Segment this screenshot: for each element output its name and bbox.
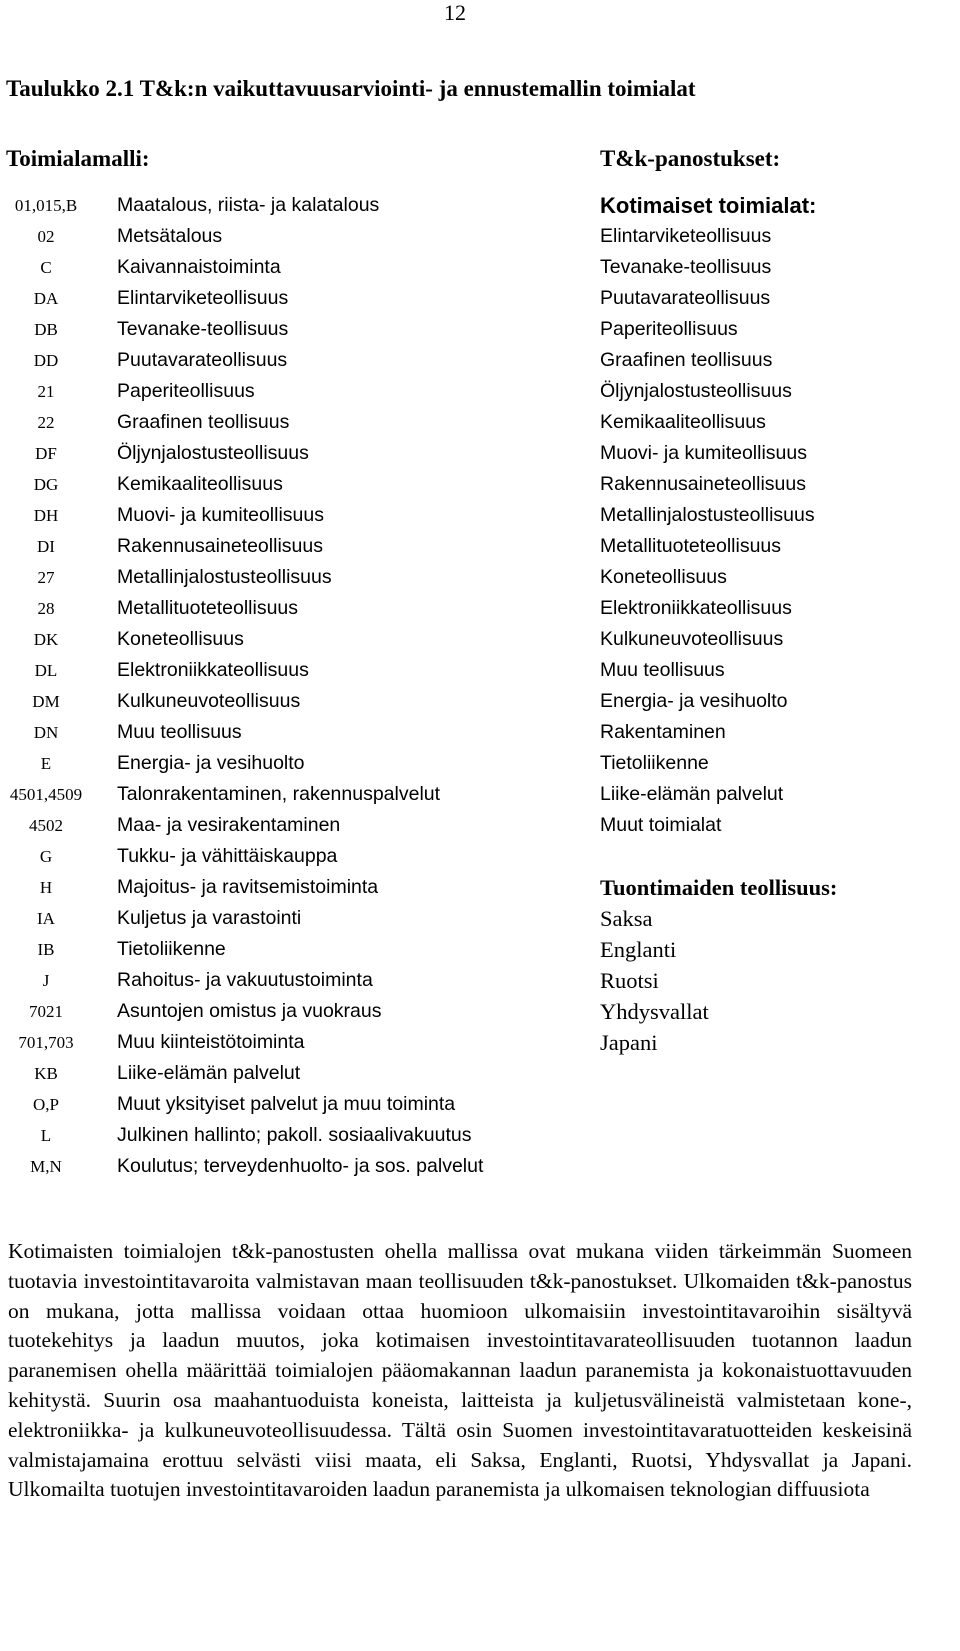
table-row <box>0 903 960 934</box>
industry-code: 22 <box>37 413 55 432</box>
table-row <box>0 810 960 841</box>
industry-name: Energia- ja vesihuolto <box>117 752 305 774</box>
industry-name: Elektroniikkateollisuus <box>117 659 309 681</box>
industry-code: DA <box>33 289 59 308</box>
industry-name: Puutavarateollisuus <box>117 349 288 371</box>
table-row <box>0 1058 960 1089</box>
industry-code: M,N <box>30 1157 62 1176</box>
industry-code: DD <box>33 351 59 370</box>
table-row <box>0 996 960 1027</box>
import-country-item: Ruotsi <box>600 968 659 993</box>
table-row <box>0 624 960 655</box>
table-row <box>0 345 960 376</box>
industry-code: 4502 <box>29 816 63 835</box>
table-caption: Taulukko 2.1 T&k:n vaikuttavuusarviointi- ja ennustemallin toimialat <box>6 76 696 101</box>
body-paragraph: Kotimaisten toimialojen t&k-panostusten ohella mallissa ovat mukana viiden tärkeimmän Suomeen tuotavia investointitavaroita valmistavan maan teollisuuden t&k-panostukset. Ulkomaiden t&k-panostus on mukana, jotta mallissa voidaan ottaa huomioon ulkomaisiin investointitavaroihin sisältyvä tuotekehitys ja laadun muutos, joka kotimaisen investointitavarateollisuuden tuotannon laadun paranemisen ohella määrittää toimialojen pääomakannan laadun paranemista ja kokonaistuottavuuden kehitystä. Suurin osa maahantuoduista koneista, laitteista ja kuljetusvälineistä valmistetaan kone-, elektroniikka- ja kulkuneuvoteollisuudessa. Tältä osin Suomen investointitavaratuotteiden keskeisinä valmistajamaina erottuu selvästi viisi maata, eli Saksa, Englanti, Ruotsi, Yhdysvallat ja Japani. Ulkomailta tuotujen investointitavaroiden laadun paranemista ja ulkomaisen teknologian diffuusiota <box>8 1239 912 1502</box>
industry-name: Metsätalous <box>117 225 223 247</box>
industry-name: Kemikaaliteollisuus <box>117 473 283 495</box>
industry-code: DF <box>35 444 57 463</box>
industry-name: Liike-elämän palvelut <box>117 1062 301 1084</box>
industry-code: DL <box>34 661 58 680</box>
industry-name: Asuntojen omistus ja vuokraus <box>117 1000 382 1022</box>
industry-code: DK <box>33 630 59 649</box>
industry-code: 4501,4509 <box>9 785 83 804</box>
table-row <box>0 686 960 717</box>
industry-name: Talonrakentaminen, rakennuspalvelut <box>117 783 441 805</box>
industry-name: Maatalous, riista- ja kalatalous <box>117 194 380 216</box>
industry-code: L <box>40 1126 52 1145</box>
import-country-item: Japani <box>600 1030 658 1055</box>
domestic-industry-item: Elintarviketeollisuus <box>600 225 772 247</box>
domestic-industry-item: Metallituoteteollisuus <box>600 535 782 557</box>
domestic-industry-item: Kemikaaliteollisuus <box>600 411 766 433</box>
import-country-item: Saksa <box>600 906 653 931</box>
industry-name: Tevanake-teollisuus <box>117 318 289 340</box>
industry-name: Muut yksityiset palvelut ja muu toiminta <box>117 1093 456 1115</box>
industry-name: Metallinjalostusteollisuus <box>117 566 332 588</box>
industry-code: DH <box>33 506 59 525</box>
industry-name: Rakennusaineteollisuus <box>117 535 323 557</box>
industry-name: Tukku- ja vähittäiskauppa <box>117 845 338 867</box>
industry-code: 02 <box>37 227 55 246</box>
domestic-industry-item: Elektroniikkateollisuus <box>600 597 792 619</box>
industry-code: E <box>40 754 52 773</box>
table-row <box>0 655 960 686</box>
industry-name: Paperiteollisuus <box>117 380 255 402</box>
table-row <box>0 717 960 748</box>
industry-code: IB <box>37 940 55 959</box>
industry-model-heading: Toimialamalli: <box>6 146 150 171</box>
domestic-industry-item: Öljynjalostusteollisuus <box>600 380 792 402</box>
domestic-industry-item: Energia- ja vesihuolto <box>600 690 788 712</box>
domestic-industry-item: Tevanake-teollisuus <box>600 256 772 278</box>
domestic-industries-heading: Kotimaiset toimialat: <box>600 193 817 218</box>
industry-name: Rahoitus- ja vakuutustoiminta <box>117 969 373 991</box>
domestic-industry-item: Paperiteollisuus <box>600 318 738 340</box>
industry-name: Öljynjalostusteollisuus <box>117 442 309 464</box>
table-row <box>0 1089 960 1120</box>
industry-code: DN <box>33 723 59 742</box>
domestic-industry-item: Liike-elämän palvelut <box>600 783 784 805</box>
industry-code: 7021 <box>29 1002 63 1021</box>
industry-name: Kaivannaistoiminta <box>117 256 281 278</box>
import-country-item: Englanti <box>600 937 677 962</box>
domestic-industry-item: Tietoliikenne <box>600 752 709 774</box>
industry-code: G <box>39 847 53 866</box>
industry-name: Julkinen hallinto; pakoll. sosiaalivakuutus <box>117 1124 472 1146</box>
industry-code: J <box>42 971 50 990</box>
industry-code: 28 <box>37 599 55 618</box>
industry-name: Muu teollisuus <box>117 721 242 743</box>
industry-name: Tietoliikenne <box>117 938 226 960</box>
table-row <box>0 531 960 562</box>
domestic-industry-item: Rakennusaineteollisuus <box>600 473 806 495</box>
industry-code: 21 <box>37 382 55 401</box>
table-row <box>0 469 960 500</box>
page-number: 12 <box>444 0 466 25</box>
table-row <box>0 779 960 810</box>
table-row <box>0 562 960 593</box>
industry-name: Metallituoteteollisuus <box>117 597 299 619</box>
industry-name: Muu kiinteistötoiminta <box>117 1031 305 1053</box>
table-row <box>0 841 960 872</box>
table-row <box>0 934 960 965</box>
rd-investments-heading: T&k-panostukset: <box>600 146 781 171</box>
industry-name: Koulutus; terveydenhuolto- ja sos. palvelut <box>117 1155 484 1177</box>
table-row <box>0 221 960 252</box>
industry-code: 01,015,B <box>14 196 78 215</box>
domestic-industry-item: Muut toimialat <box>600 814 722 836</box>
industry-code: DM <box>32 692 60 711</box>
domestic-industry-item: Muu teollisuus <box>600 659 725 681</box>
domestic-industry-item: Kulkuneuvoteollisuus <box>600 628 784 650</box>
industry-code: O,P <box>33 1095 59 1114</box>
table-row <box>0 1151 960 1182</box>
table-row <box>0 748 960 779</box>
table-row <box>0 314 960 345</box>
industry-name: Majoitus- ja ravitsemistoiminta <box>117 876 379 898</box>
domestic-industry-item: Koneteollisuus <box>600 566 727 588</box>
industry-code: C <box>40 258 52 277</box>
domestic-industry-item: Puutavarateollisuus <box>600 287 771 309</box>
table-row <box>0 965 960 996</box>
industry-code: H <box>39 878 53 897</box>
industry-code: 701,703 <box>18 1033 74 1052</box>
domestic-industry-item: Graafinen teollisuus <box>600 349 773 371</box>
domestic-industry-item: Rakentaminen <box>600 721 726 743</box>
industry-code: KB <box>34 1064 58 1083</box>
table-row <box>0 500 960 531</box>
industry-name: Muovi- ja kumiteollisuus <box>117 504 324 526</box>
import-countries-heading: Tuontimaiden teollisuus: <box>600 875 838 900</box>
industry-name: Maa- ja vesirakentaminen <box>117 814 341 836</box>
table-row <box>0 1120 960 1151</box>
domestic-industry-item: Muovi- ja kumiteollisuus <box>600 442 807 464</box>
industry-code: DI <box>37 537 55 556</box>
table-row <box>0 376 960 407</box>
industry-name: Kuljetus ja varastointi <box>117 907 302 929</box>
table-row <box>0 1027 960 1058</box>
industry-name: Graafinen teollisuus <box>117 411 290 433</box>
domestic-industry-item: Metallinjalostusteollisuus <box>600 504 815 526</box>
industry-code: 27 <box>37 568 55 587</box>
table-row <box>0 252 960 283</box>
table-row <box>0 438 960 469</box>
table-row <box>0 872 960 903</box>
industry-name: Koneteollisuus <box>117 628 244 650</box>
industry-name: Kulkuneuvoteollisuus <box>117 690 301 712</box>
import-country-item: Yhdysvallat <box>600 999 709 1024</box>
table-row <box>0 593 960 624</box>
industry-code: DG <box>33 475 59 494</box>
table-row <box>0 407 960 438</box>
industry-code: DB <box>34 320 58 339</box>
table-row <box>0 283 960 314</box>
table-row <box>0 190 960 221</box>
industry-code: IA <box>37 909 55 928</box>
industry-name: Elintarviketeollisuus <box>117 287 289 309</box>
